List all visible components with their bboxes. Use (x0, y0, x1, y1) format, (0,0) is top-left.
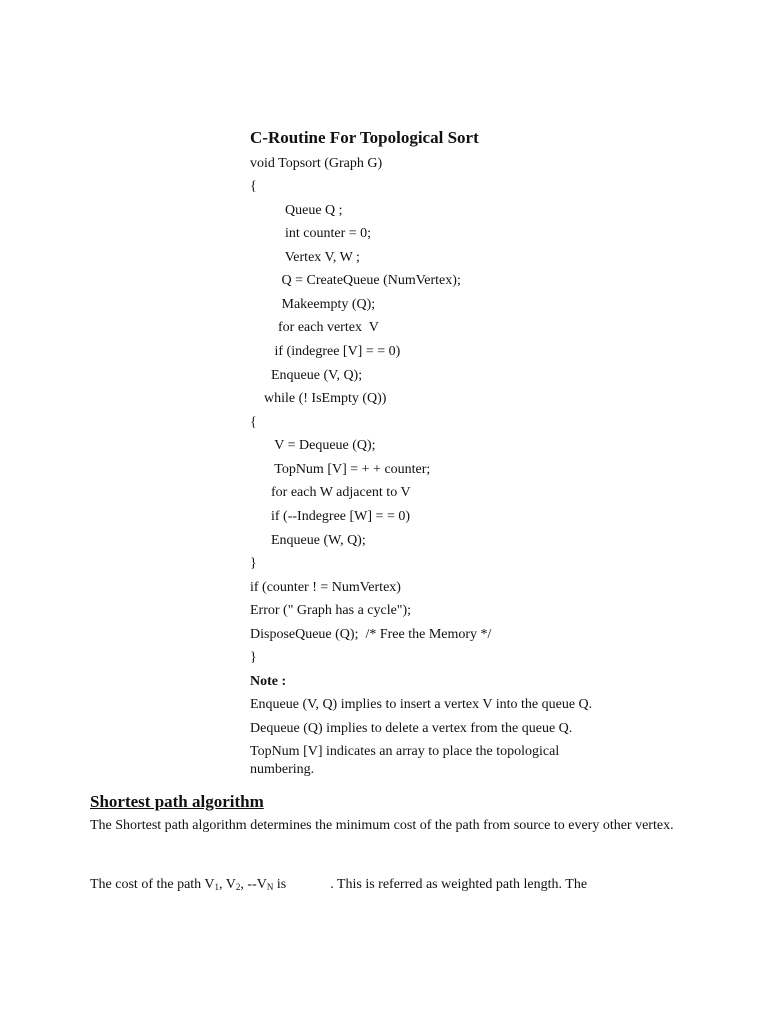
code-line: for each W adjacent to V (250, 485, 411, 500)
subscript-n: N (266, 882, 274, 892)
code-line: void Topsort (Graph G) (250, 156, 383, 171)
subscript-1: 1 (214, 882, 220, 892)
note-line: TopNum [V] indicates an array to place the topological numbering. (250, 744, 560, 777)
code-line: { (250, 415, 257, 430)
cost-suffix: . This is referred as weighted path length. The (330, 877, 588, 892)
code-line: int counter = 0; (250, 226, 372, 241)
note-line: Dequeue (Q) implies to delete a vertex from the queue Q. (250, 721, 573, 736)
code-line: Enqueue (W, Q); (250, 533, 366, 548)
code-line: } (250, 650, 257, 665)
code-line: if (indegree [V] = = 0) (250, 344, 401, 359)
path-cost-sentence (90, 876, 690, 894)
shortest-path-paragraph: The Shortest path algorithm determines the minimum cost of the path from source to every other vertex. (90, 818, 674, 833)
note-line: Enqueue (V, Q) implies to insert a vertex V into the queue Q. (250, 697, 593, 712)
code-line: Vertex V, W ; (250, 250, 360, 265)
separator-2: , --V (240, 877, 267, 892)
shortest-path-heading: Shortest path algorithm (90, 792, 264, 811)
code-line: V = Dequeue (Q); (250, 438, 376, 453)
code-line: Makeempty (Q); (250, 297, 376, 312)
code-line: for each vertex V (250, 320, 379, 335)
separator-1: , V (219, 877, 236, 892)
code-line: TopNum [V] = + + counter; (250, 462, 431, 477)
subscript-2: 2 (235, 882, 241, 892)
code-line: Queue Q ; (250, 203, 343, 218)
code-line: if (--Indegree [W] = = 0) (250, 509, 410, 524)
is-text: is (273, 877, 287, 892)
code-line: Enqueue (V, Q); (250, 368, 363, 383)
note-heading: Note : (250, 674, 287, 689)
code-line: Error (" Graph has a cycle"); (250, 603, 412, 618)
code-line: { (250, 179, 257, 194)
cost-prefix: The cost of the path V (90, 877, 215, 892)
code-line: if (counter ! = NumVertex) (250, 580, 401, 595)
code-line: Q = CreateQueue (NumVertex); (250, 273, 461, 288)
code-line: while (! IsEmpty (Q)) (250, 391, 387, 406)
routine-title: C-Routine For Topological Sort (250, 128, 479, 147)
code-line: } (250, 556, 257, 571)
code-line: DisposeQueue (Q); /* Free the Memory */ (250, 627, 492, 642)
